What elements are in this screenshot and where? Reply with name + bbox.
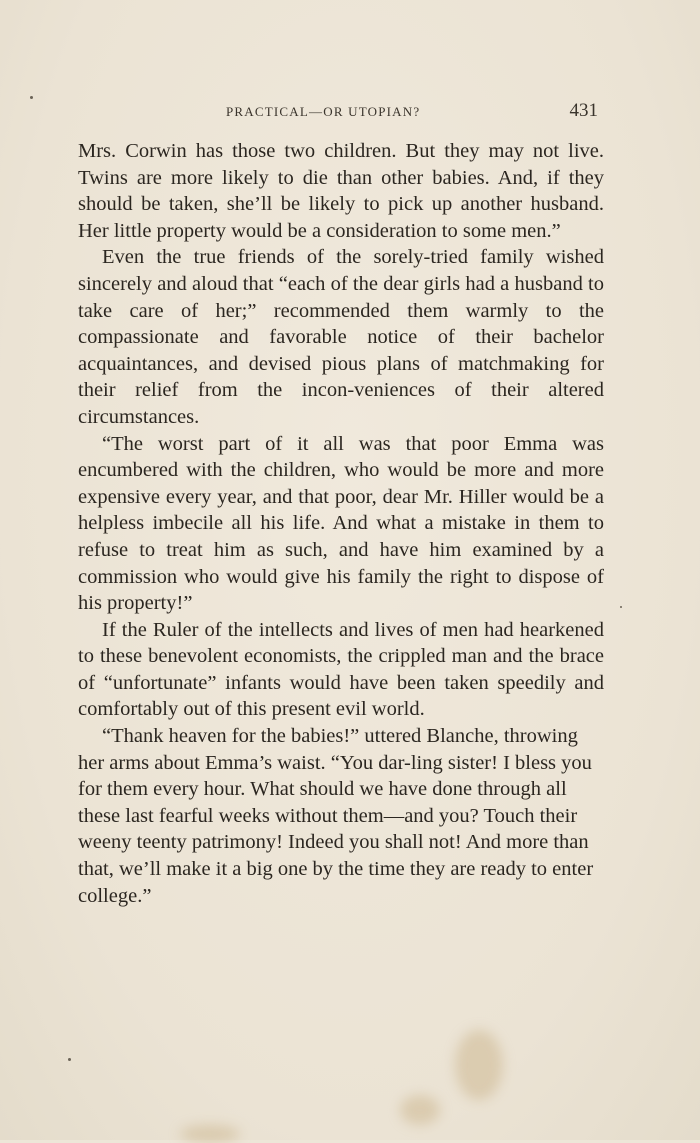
- page-number: 431: [569, 100, 598, 121]
- speck-mark: [30, 96, 33, 99]
- paragraph: “The worst part of it all was that poor Emma was encumbered with the children, who would be more and more expensive every year, and that poor, dear Mr. Hiller would be a helpless imbecile all his life. And what a mistake in them to refuse to treat him as such, and have him examined by a commission who would give his family the right to dispose of his property!”: [78, 432, 604, 615]
- page-header: [78, 100, 600, 126]
- paragraph: Mrs. Corwin has those two children. But they may not live. Twins are more likely to die than other babies. And, if they should be taken, she’ll be likely to pick up another husband. Her little property would be a consideration to some men.”: [78, 140, 604, 242]
- stain-mark: [400, 1095, 440, 1125]
- stain-mark: [180, 1125, 240, 1143]
- paragraph: “Thank heaven for the babies!” uttered Blanche, throwing her arms about Emma’s waist. “You dar-ling sister! I bless you for them every hour. What should we have done through all these last fearful weeks without them—and you? Touch their weeny teenty patrimony! Indeed you shall not! And more than that, we’ll make it a big one by the time they are ready to enter college.”: [78, 725, 594, 907]
- speck-mark: [68, 1058, 71, 1061]
- speck-mark: [620, 606, 622, 608]
- body-text: [78, 138, 604, 909]
- stain-mark: [455, 1030, 503, 1100]
- paragraph: If the Ruler of the intellects and lives of men had hearkened to these benevolent economists, the crippled man and the brace of “unfortunate” infants would have been taken speedily and comfortably out of this present evil world.: [78, 618, 604, 721]
- paragraph: Even the true friends of the sorely-tried family wished sincerely and aloud that “each of the dear girls had a husband to take care of her;” recommended them warmly to the compassionate and favorable notice of their bachelor acquaintances, and devised pious plans of matchmaking for their relief from the incon-veniences of their altered circumstances.: [78, 246, 604, 428]
- running-head: PRACTICAL—OR UTOPIAN?: [226, 104, 421, 119]
